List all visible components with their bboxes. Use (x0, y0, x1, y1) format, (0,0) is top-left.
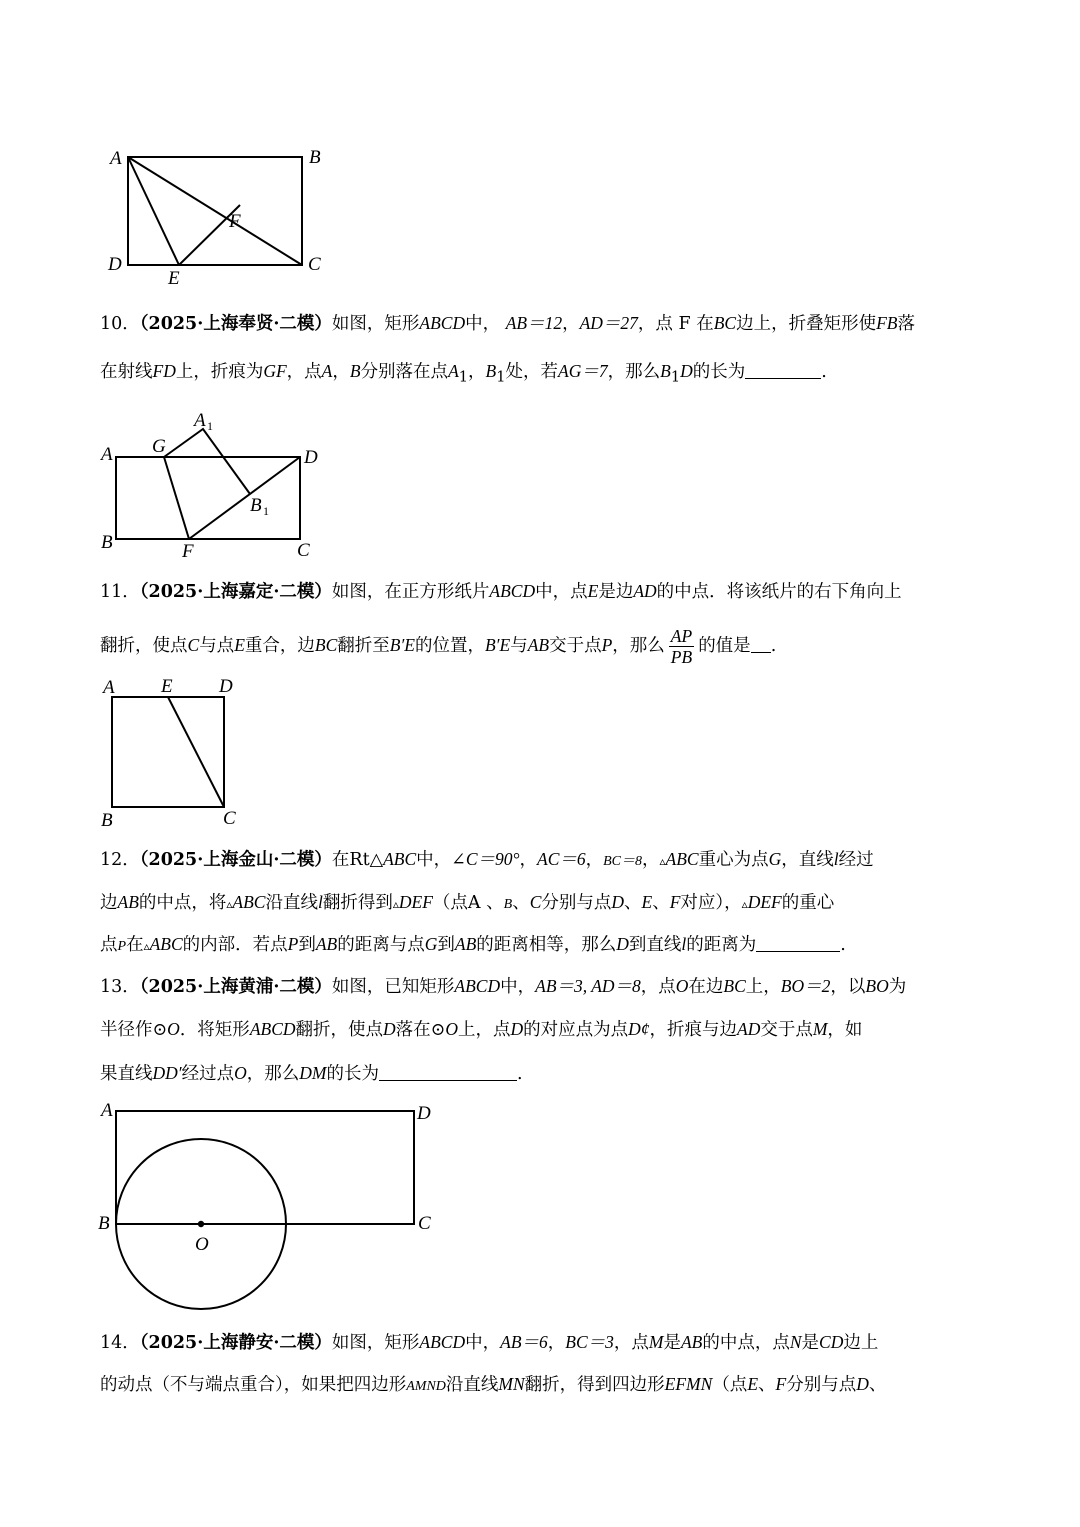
math: ABC (665, 849, 699, 869)
text: （点 (712, 1375, 748, 1395)
text: 到直线 (628, 935, 682, 955)
math: AD (633, 581, 657, 601)
math: BO＝2 (780, 976, 831, 996)
math: C (529, 892, 542, 912)
math: F (775, 1374, 787, 1394)
q13-line1 (100, 975, 990, 998)
text: 经过 (838, 850, 874, 870)
math: B′E (484, 635, 511, 655)
math: O (234, 1063, 247, 1083)
question-source: （2025·上海嘉定·二模） (139, 582, 332, 602)
q13-line2 (100, 1018, 990, 1041)
point-o (198, 1221, 204, 1227)
label-a: A (110, 148, 122, 169)
math: B (349, 361, 361, 381)
text: （点A 、 (432, 893, 504, 913)
text: 分别与点 (786, 1375, 857, 1395)
question-number: 10． (100, 314, 140, 334)
math: BC＝8 (603, 854, 643, 869)
fraction-ap-pb (669, 626, 694, 667)
text: 与点 (199, 636, 235, 656)
text: 翻折得到 (322, 893, 393, 913)
text: 的中点．将该纸片的右下角向上 (656, 582, 902, 602)
triangle-symbol: ▵ (143, 939, 150, 953)
math: AB (454, 934, 477, 954)
text: 、 (758, 1375, 776, 1395)
question-source: （2025·上海静安·二模） (139, 1333, 332, 1353)
text: 落 (897, 314, 915, 334)
text: 的距离为 (686, 935, 757, 955)
text: 的动点（不与端点重合），如果把四边形 (100, 1375, 407, 1395)
text: ，如 (827, 1020, 863, 1040)
math: D (611, 892, 625, 912)
math: BC＝3 (565, 1332, 614, 1352)
math: B (660, 361, 671, 381)
text: 交于点 (760, 1020, 813, 1040)
text: 重心为点 (698, 850, 769, 870)
answer-blank[interactable] (379, 1064, 517, 1081)
text: 与 (510, 636, 528, 656)
math: l (317, 892, 323, 912)
math: ABCD (419, 1332, 466, 1352)
text: 翻折，得到四边形 (524, 1375, 665, 1395)
math: BC (713, 313, 737, 333)
text: 上， (745, 977, 781, 997)
text: 边上 (843, 1333, 879, 1353)
text: ，以 (830, 977, 866, 997)
math: ABC (383, 849, 417, 869)
text: 沿直线 (445, 1375, 499, 1395)
math: P (117, 939, 127, 954)
label-a1-subscript: 1 (207, 419, 213, 433)
text: 的中点，点 (702, 1333, 790, 1353)
math: ABCD (419, 313, 466, 333)
q12-line1: 12．（2025·上海金山·二模）在Rt△ABC中，∠C＝90°，AC＝6，BC＝8，▵ABC重心为点G，直线l经过 (100, 849, 874, 870)
text: 在 (331, 850, 350, 870)
q13-line3: 果直线DD′经过点O，那么DM的长为 . (100, 1063, 523, 1084)
text: 边 (100, 893, 118, 913)
math: C (187, 635, 200, 655)
text: 的位置， (414, 636, 485, 656)
text: 中， (500, 977, 536, 997)
text: 交于点 (549, 636, 602, 656)
label-a: A (103, 677, 115, 698)
text: 的长为 (692, 362, 746, 382)
text: 的距离与点 (337, 935, 425, 955)
label-d: D (304, 447, 318, 468)
label-c: C (418, 1213, 431, 1234)
label-b: B (101, 810, 113, 831)
label-f: F (229, 211, 241, 232)
math: E (747, 1374, 759, 1394)
math: CD (819, 1332, 844, 1352)
text: ，点 (286, 362, 322, 382)
fraction-denominator: PB (670, 647, 693, 667)
question-source: （2025·上海奉贤·二模） (139, 314, 332, 334)
math: E (234, 635, 245, 655)
math: E (641, 892, 653, 912)
label-e: E (168, 268, 180, 289)
math: A (321, 361, 333, 381)
math: l (681, 934, 687, 954)
q11-line2: 翻折，使点C与点E重合，边BC翻折至B′E的位置，B′E与AB交于点P，那么 $\frac{AP}{PB}$ 的值是 . (100, 626, 777, 667)
text: 到 (437, 935, 455, 955)
math: BC (314, 635, 338, 655)
math: AB (117, 892, 139, 912)
label-o: O (195, 1234, 209, 1255)
math: AMND (406, 1379, 446, 1394)
subscript: 1 (458, 368, 469, 386)
math: B′E (389, 635, 415, 655)
math: N (789, 1332, 802, 1352)
label-b: B (101, 532, 113, 553)
text: 如图，矩形 (331, 314, 420, 334)
text: 在 (126, 935, 144, 955)
math: BC (723, 976, 746, 996)
subscript: 1 (496, 368, 506, 386)
label-a1: A (194, 410, 206, 431)
label-a: A (101, 444, 113, 465)
text: ，那么 (612, 636, 665, 656)
math: P (287, 934, 299, 954)
triangle-symbol: ▵ (741, 897, 748, 911)
question-number: 11． (100, 582, 140, 602)
text: 经过点 (181, 1064, 235, 1084)
text: 如图，在正方形纸片 (331, 582, 490, 602)
math: D (616, 934, 629, 954)
math: O (675, 976, 689, 996)
math: ⊙O (430, 1019, 458, 1039)
text: 上，折痕为 (175, 362, 264, 382)
math: B (485, 361, 497, 381)
triangle-symbol: ▵ (659, 854, 666, 868)
text: 果直线 (100, 1064, 153, 1084)
label-c: C (308, 254, 321, 275)
question-number: 13． (100, 977, 140, 997)
math: G (768, 849, 782, 869)
text: 沿直线 (265, 893, 318, 913)
text: ，折痕与边 (649, 1020, 737, 1040)
math: ABCD (249, 1019, 296, 1039)
text: ，直线 (781, 850, 834, 870)
text: 分别与点 (541, 893, 612, 913)
text: 点 (100, 935, 118, 955)
text: 上，点 (457, 1020, 511, 1040)
math: ABCD (489, 581, 536, 601)
subscript: 1 (670, 368, 681, 386)
text: 半径作 (100, 1020, 153, 1040)
q14-line2 (100, 1373, 990, 1398)
label-f: F (182, 541, 194, 562)
triangle-symbol: ▵ (226, 897, 233, 911)
text: 边上，折叠矩形使 (736, 314, 877, 334)
math: ABC (149, 934, 183, 954)
math: FB (876, 313, 898, 333)
q11-line1 (100, 580, 990, 603)
math: ∠C＝90° (451, 849, 520, 869)
text: 翻折至 (337, 636, 390, 656)
math: AG＝7 (558, 361, 608, 381)
text: ，点 (613, 1333, 649, 1353)
math: D (510, 1019, 524, 1039)
label-b: B (98, 1213, 110, 1234)
math: M (812, 1019, 828, 1039)
label-a: A (101, 1100, 113, 1121)
text: 中， (465, 1333, 501, 1353)
text: 处，若 (505, 362, 559, 382)
label-b1-subscript: 1 (263, 504, 269, 518)
text: 翻折，使点 (100, 636, 188, 656)
triangle-symbol: ▵ (392, 897, 399, 911)
text: 、 (868, 1375, 887, 1395)
text: 的值是 (698, 636, 751, 656)
label-d: D (108, 254, 122, 275)
math: G (424, 934, 438, 954)
math: A (448, 361, 459, 381)
math: DEF (398, 892, 433, 912)
q10-line1: 10．（2025·上海奉贤·二模）如图，矩形ABCD中， AB＝12，AD＝27，点 F 在BC边上，折叠矩形使FB落 (100, 313, 915, 334)
math: D (680, 361, 693, 381)
text: 分别落在点 (360, 362, 449, 382)
answer-blank[interactable] (745, 362, 821, 379)
math: D (383, 1019, 396, 1039)
answer-blank[interactable] (756, 935, 840, 952)
label-d: D (219, 676, 233, 697)
math: EFMN (664, 1374, 713, 1394)
label-b: B (309, 147, 321, 168)
math: AB (527, 635, 550, 655)
math: l (833, 849, 839, 869)
math: D (856, 1374, 869, 1394)
figure-q13-rectangle-circle (116, 1111, 414, 1309)
math: AD (737, 1019, 761, 1039)
text: 在边 (688, 977, 724, 997)
math: E (587, 581, 599, 601)
text: 对应）， (680, 893, 742, 913)
math: AC＝6 (537, 849, 586, 869)
math: ABCD (454, 976, 501, 996)
text: Rt△ (349, 850, 384, 870)
text: 的中点，将 (138, 893, 227, 913)
text: ．将矩形 (179, 1020, 250, 1040)
text: 、 (512, 893, 530, 913)
math: AD＝27 (579, 313, 638, 333)
answer-blank[interactable] (751, 636, 771, 653)
question-source: （2025·上海金山·二模） (139, 850, 332, 870)
math: DD′ (152, 1063, 182, 1083)
label-g: G (152, 436, 166, 457)
math: DEF (747, 892, 782, 912)
text: ，那么 (246, 1064, 300, 1084)
label-c: C (297, 540, 310, 561)
math: AB＝6 (500, 1332, 548, 1352)
question-number: 12． (100, 850, 140, 870)
math: AB (680, 1332, 703, 1352)
label-e: E (161, 676, 173, 697)
text: ，那么 (607, 362, 661, 382)
text: 如图，已知矩形 (331, 977, 455, 997)
figure-q10-folded-rectangle (116, 429, 300, 539)
q12-line3: 点P在▵ABC的内部．若点P到AB的距离与点G到AB的距离相等，那么D到直线l的距离为 . (100, 934, 846, 955)
fraction-numerator: AP (670, 626, 693, 646)
text: 是 (801, 1333, 820, 1353)
math: AB＝3, AD＝8 (535, 976, 641, 996)
text: 如图，矩形 (331, 1333, 420, 1353)
text: 为 (888, 977, 907, 997)
math: ⊙O (152, 1019, 180, 1039)
text: ，点 F 在 (637, 314, 714, 334)
label-c: C (223, 808, 236, 829)
math: D¢ (628, 1019, 650, 1039)
math: B (503, 897, 513, 912)
text: 的重心 (781, 893, 835, 913)
math: F (669, 892, 681, 912)
math: P (601, 635, 613, 655)
math: M (648, 1332, 664, 1352)
math: AB＝12 (505, 313, 563, 333)
label-b1: B (250, 495, 262, 516)
math: AB (315, 934, 338, 954)
text: 是边 (598, 582, 634, 602)
math: GF (263, 361, 287, 381)
math: DM (299, 1063, 327, 1083)
figure-rectangle-abcd-ef (128, 157, 302, 265)
text: 中， (416, 850, 452, 870)
q12-line2: 边AB的中点，将▵ABC沿直线l翻折得到▵DEF（点A 、B、C分别与点D、E、F对应），▵DEF的重心 (100, 892, 835, 913)
q14-line1: 14．（2025·上海静安·二模）如图，矩形ABCD中，AB＝6，BC＝3，点M是AB的中点，点N是CD边上 (100, 1332, 879, 1353)
label-d: D (417, 1103, 431, 1124)
text: 的距离相等，那么 (476, 935, 617, 955)
math: MN (498, 1374, 525, 1394)
text: 是 (663, 1333, 681, 1353)
text: 翻折，使点 (295, 1020, 384, 1040)
text: 的内部．若点 (182, 935, 288, 955)
math: FD (152, 361, 176, 381)
figure-q11-square (112, 697, 224, 807)
text: 到 (298, 935, 316, 955)
question-source: （2025·上海黄浦·二模） (139, 977, 332, 997)
math: BO (865, 976, 889, 996)
text: 中，点 (535, 582, 588, 602)
text: 的长为 (326, 1064, 379, 1084)
text: 中， (465, 314, 501, 334)
text: 重合，边 (244, 636, 315, 656)
text: 在射线 (100, 362, 153, 382)
text: 落在 (395, 1020, 431, 1040)
math: ABC (232, 892, 266, 912)
question-number: 14． (100, 1333, 140, 1353)
text: 的对应点为点 (523, 1020, 629, 1040)
text: ，点 (640, 977, 676, 997)
q10-line2: 在射线FD上，折痕为GF，点A，B分别落在点$A_1$，$B_1$处，若AG＝7，那么$B_1D$的长为 . (100, 361, 827, 386)
